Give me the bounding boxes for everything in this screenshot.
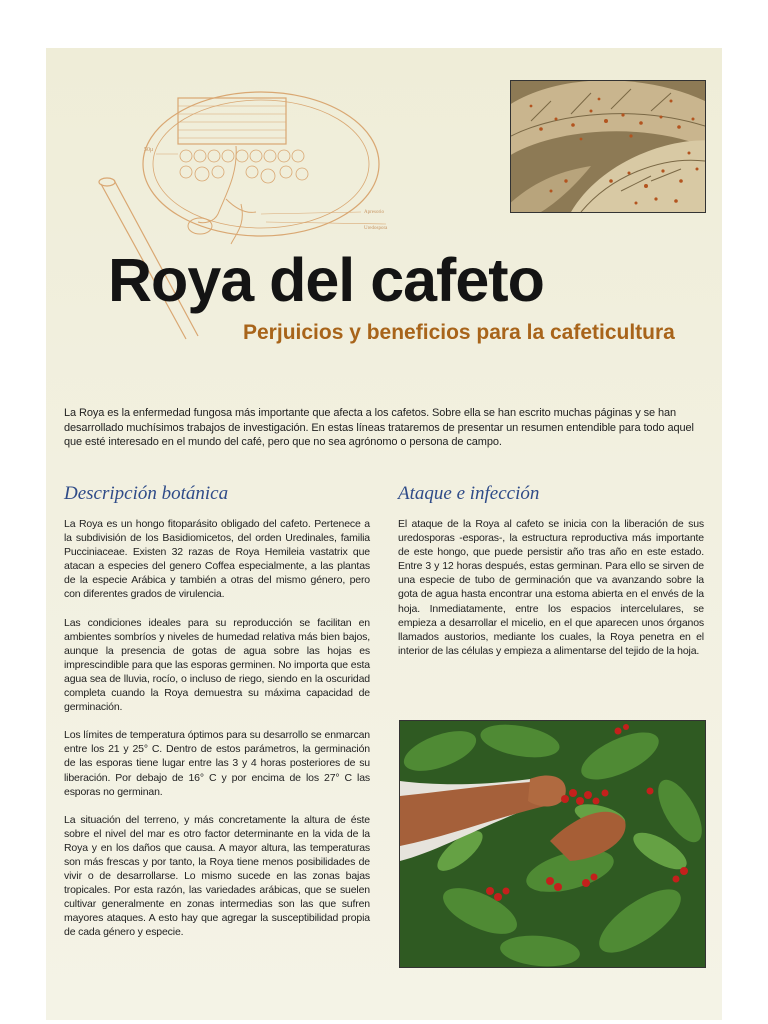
botanical-paragraph: Los límites de temperatura óptimos para su desarrollo se enmarcan entre los 21 y 25° C. Dentro de estos parámetros, la germinación de las esporas tiene lugar entre las 3 y 4 horas posteriores de su liberación. Por debajo de 16° C y por encima de los 27° C las esporas no germinan. [64,729,370,798]
attack-infection-heading: Ataque e infección [398,483,540,504]
coffee-harvest-photo [399,720,706,968]
intro-paragraph: La Roya es la enfermedad fungosa más importante que afecta a los cafetos. Sobre ella se han escrito muchas páginas y se han desarrollado muchísimos trabajos de investigación. En estas líneas trataremos de presentar un resumen entendible para todo aquel que esté interesado en el mundo del café, pero que no sea agrónomo o persona de campo. [64,407,694,448]
page-subtitle: Perjuicios y beneficios para la cafeticultura [243,321,675,344]
botanical-paragraph: Las condiciones ideales para su reproducción se facilitan en ambientes sombríos y niveles de humedad relativa más bien bajos, aunque la presencia de gotas de agua sobre las hojas es imprescindible para que las esporas germinen. No importa que esta agua sea de lluvia, rocío, o incluso de riego, siendo en la oscuridad completa cuando la Roya demuestra su máxima capacidad de germinación. [64,616,370,714]
attack-infection-section [398,482,704,672]
botanical-description-heading: Descripción botánica [64,483,229,504]
attack-paragraph: El ataque de la Roya al cafeto se inicia con la liberación de sus uredosporas -esporas-, la estructura reproductiva más importante de este hongo, que puede persistir año tras año en este estado. Entre 3 y 12 horas después, estas germinan. Para ello se sirven de una especie de tubo de germinación que va avanzando sobre la gota de agua hasta encontrar una estoma abierta en el envés de la hoja. Inmediatamente, entre los espacios intercelulares, se empieza a desarrollar el micelio, en el que aparecen unos órganos llamados austorios, mediante los cuales, la Roya penetra en el interior de las células y empieza a alimentarse del tejido de la hoja. [398,518,704,657]
sketch-label-2: Uredospora [364,226,388,231]
page-title: Roya del cafeto [108,246,544,314]
rust-leaf-photo [510,80,706,213]
botanical-paragraph: La situación del terreno, y más concretamente la altura de éste sobre el nivel del mar es otro factor determinante en la vida de la Roya y en los daños que causa. A mayor altura, las temperaturas son más frescas y por tanto, la Roya tiene menos posibilidades de vivir o de desarrollarse. Lo mismo sucede en las zonas bajas tropicales. Por esta razón, las variedades arábicas, que se suelen cultivar generalmente en zonas intermedias son las que sufren mayores ataques. A esto hay que agregar la susceptibilidad propia de cada género y especie. [64,813,370,939]
sketch-label-1: Apresorio [364,210,384,215]
botanical-paragraph: La Roya es un hongo fitoparásito obligado del cafeto. Pertenece a la subdivisión de los Basidiomicetos, del orden Uredinales, familia Pucciniaceae. Existen 32 razas de Roya Hemileia vastatrix que atacan a especies del genero Coffea especialmente, a las plantas de la especie Arábica y también a otras del mismo género, pero con diferentes grados de virulencia. [64,518,370,601]
sketch-scale-label: 50μ [144,147,154,153]
botanical-description-section [64,482,370,954]
